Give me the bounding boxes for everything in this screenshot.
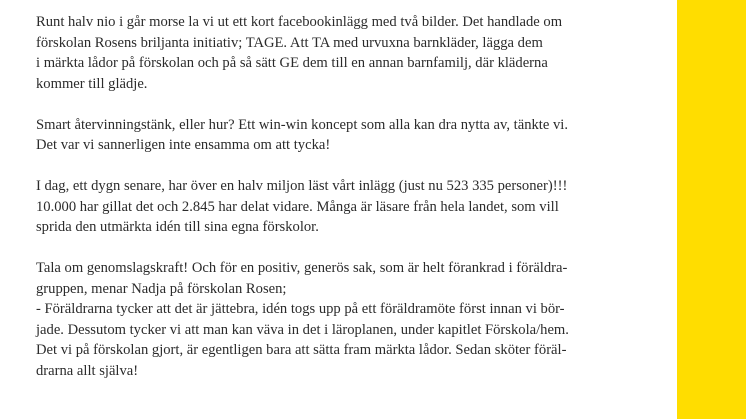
yellow-accent-bar [677,0,746,419]
text-line: Det vi på förskolan gjort, är egentligen bara att sätta fram märkta lådor. Sedan sköter föräl- [36,342,567,358]
article-body [36,12,662,402]
text-line: 10.000 har gillat det och 2.845 har delat vidare. Många är läsare från hela landet, som vill [36,198,559,215]
text-line: förskolan Rosens briljanta initiativ; TAGE. Att TA med urvuxna barnkläder, lägga dem [36,34,543,51]
text-line: - Föräldrarna tycker att det är jättebra, idén togs upp på ett föräldramöte först innan vi bör- [36,301,565,317]
text-line: jade. Dessutom tycker vi att man kan väva in det i läroplanen, under kapitlet Förskola/hem. [36,321,569,338]
text-line: i märkta lådor på förskolan och på så sätt GE dem till en annan barnfamilj, där kläderna [36,55,548,71]
text-line: Det var vi sannerligen inte ensamma om att tycka! [36,137,331,153]
text-line: Smart återvinningstänk, eller hur? Ett win-win koncept som alla kan dra nytta av, tänkte vi. [36,116,568,133]
text-line: I dag, ett dygn senare, har över en halv miljon läst vårt inlägg (just nu 523 335 personer)!!! [36,178,568,194]
paragraph-4 [36,258,662,381]
text-line: drarna allt själva! [36,362,139,379]
text-line: gruppen, menar Nadja på förskolan Rosen; [36,280,287,297]
text-line: Tala om genomslagskraft! Och för en positiv, generös sak, som är helt förankrad i föräldra- [36,260,568,276]
text-line: Runt halv nio i går morse la vi ut ett kort facebookinlägg med två bilder. Det handlade om [36,14,563,30]
paragraph-2 [36,115,662,156]
text-line: kommer till glädje. [36,75,148,92]
paragraph-3 [36,176,662,238]
paragraph-1 [36,12,662,94]
text-line: sprida den utmärkta idén till sina egna förskolor. [36,219,319,235]
